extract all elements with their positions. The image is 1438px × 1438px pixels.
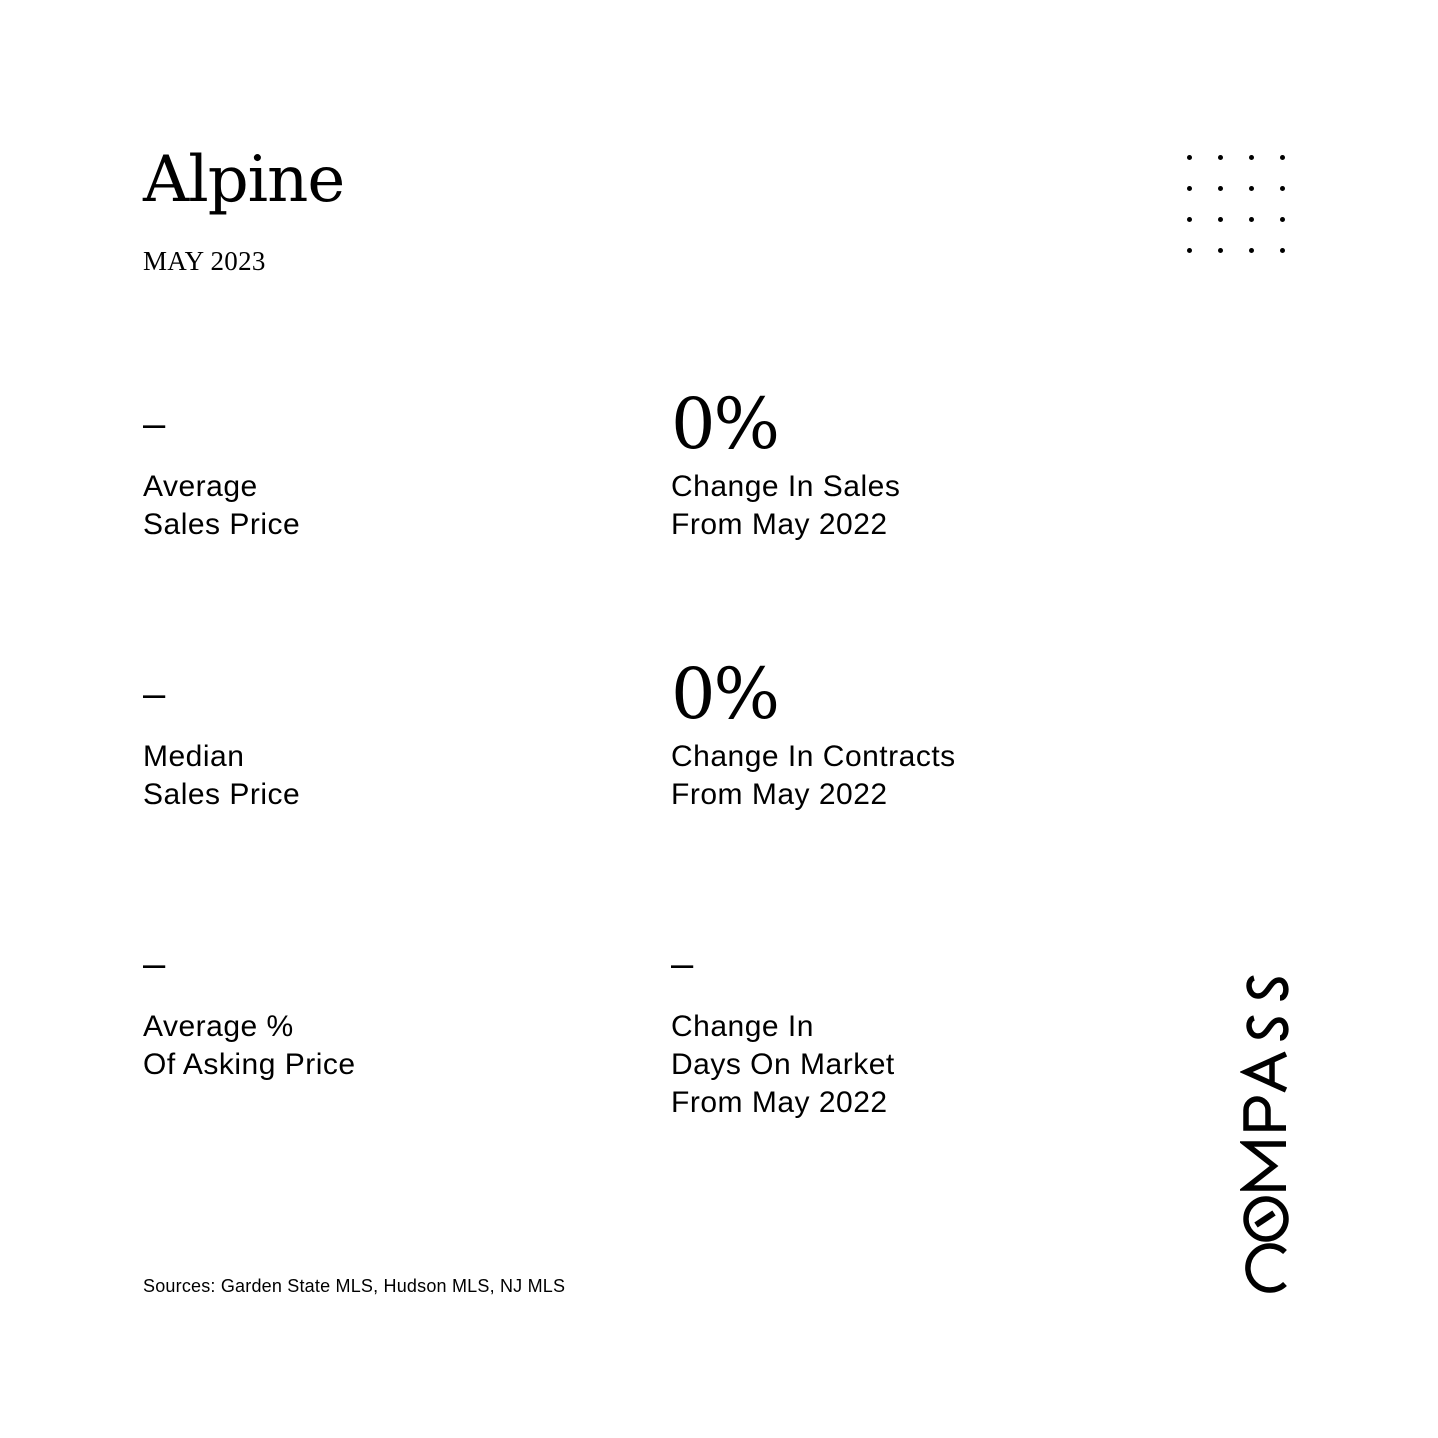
stat-average-percent-of-asking — [143, 922, 603, 1084]
compass-logo — [1240, 950, 1292, 1295]
compass-logo-icon — [1240, 950, 1292, 1295]
stat-label — [143, 468, 603, 544]
stat-label — [143, 738, 603, 814]
dot — [1187, 155, 1192, 160]
stat-change-in-contracts — [671, 652, 1131, 814]
report-period: MAY 2023 — [143, 246, 266, 276]
stat-label-line: Average % — [143, 1010, 294, 1043]
stat-value: – — [143, 942, 166, 986]
stat-value: – — [671, 942, 694, 986]
dot — [1187, 186, 1192, 191]
dot — [1249, 186, 1254, 191]
stat-value: – — [143, 402, 166, 446]
stat-average-sales-price — [143, 382, 603, 544]
dot — [1249, 217, 1254, 222]
stat-label-line: Change In Contracts — [671, 740, 956, 773]
dot — [1187, 217, 1192, 222]
dot-grid-icon — [1174, 142, 1298, 266]
dot — [1218, 217, 1223, 222]
stat-label-line: Sales Price — [143, 778, 301, 811]
dot — [1280, 186, 1285, 191]
stat-label — [671, 1008, 1131, 1122]
dot — [1280, 248, 1285, 253]
dot — [1249, 248, 1254, 253]
stat-value: 0% — [671, 653, 779, 735]
stat-label-line: Of Asking Price — [143, 1048, 356, 1081]
stat-label — [671, 468, 1131, 544]
stat-value: – — [143, 672, 166, 716]
dot — [1187, 248, 1192, 253]
stat-label-line: From May 2022 — [671, 778, 888, 811]
stat-label-line: Average — [143, 470, 258, 503]
dot — [1218, 155, 1223, 160]
stat-label — [671, 738, 1131, 814]
stat-median-sales-price — [143, 652, 603, 814]
dot — [1280, 217, 1285, 222]
stat-change-in-days-on-market — [671, 922, 1131, 1122]
stat-label — [143, 1008, 603, 1084]
dot — [1249, 155, 1254, 160]
stat-label-line: From May 2022 — [671, 508, 888, 541]
sources-footnote: Sources: Garden State MLS, Hudson MLS, NJ MLS — [143, 1276, 566, 1296]
stat-label-line: Sales Price — [143, 508, 301, 541]
stat-label-line: Days On Market — [671, 1048, 895, 1081]
stat-label-line: From May 2022 — [671, 1086, 888, 1119]
stat-label-line: Change In Sales — [671, 470, 901, 503]
stat-change-in-sales — [671, 382, 1131, 544]
page-title: Alpine — [143, 143, 345, 217]
stat-value: 0% — [671, 383, 779, 465]
stat-label-line: Change In — [671, 1010, 814, 1043]
dot — [1280, 155, 1285, 160]
stat-label-line: Median — [143, 740, 245, 773]
dot — [1218, 248, 1223, 253]
dot — [1218, 186, 1223, 191]
